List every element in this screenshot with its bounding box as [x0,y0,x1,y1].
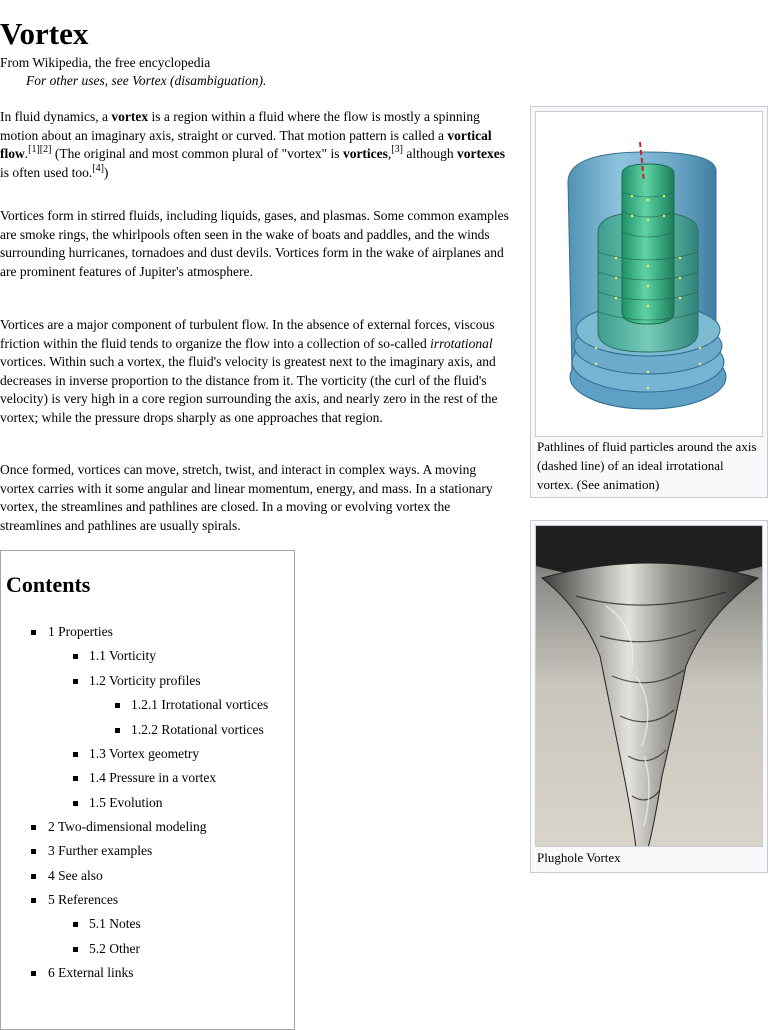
toc-bullet [31,874,36,879]
toc-bullet [31,630,36,635]
toc-item-evolution[interactable]: 1.5 Evolution [89,795,163,810]
citation-link-4[interactable]: [4] [92,162,104,174]
toc-bullet [73,752,78,757]
citation-link-3[interactable]: [3] [391,144,403,155]
toc-bullet [115,728,120,733]
toc-item-external-links[interactable]: 6 External links [48,965,134,980]
term-vortexes: vortexes [456,146,505,161]
toc-bullet [31,849,36,854]
toc-bullet [73,801,78,806]
term-vortices: vortices [342,146,388,161]
toc-item-vortex-geometry[interactable]: 1.3 Vortex geometry [89,746,200,761]
toc-item-notes[interactable]: 5.1 Notes [89,916,141,931]
turbulence-paragraph: Vortices are a major component of turbulent flow. In the absence of external forces, viscous friction within the fluid tends to organize the flow into a collection of so-called irrotational vortices. Within such a vortex, the fluid's velocity is greatest next to the imaginary axis, and decreases in inverse proportion to the distance from it. The vorticity (the curl of the fluid's velocity) is very high in a core region surrounding the axis, and nearly zero in the rest of the vortex; while the pressure drops sharply as one approaches that region. [0,317,498,425]
toc-item-vorticity-profiles[interactable]: 1.2 Vorticity profiles [89,673,201,688]
toc-bullet [31,825,36,830]
toc-item-rotational-vortices[interactable]: 1.2.2 Rotational vortices [131,722,264,737]
site-tagline: From Wikipedia, the free encyclopedia [0,55,211,70]
figure-caption-pathlines: Pathlines of fluid particles around the axis (dashed line) of an ideal irrotational vortex. (See animation) [537,439,757,492]
toc-bullet [73,776,78,781]
toc-item-references[interactable]: 5 References [48,892,119,907]
citation-link-2[interactable]: [2] [39,144,52,155]
intro-paragraph: In fluid dynamics, a vortex is a region within a fluid where the flow is mostly a spinning motion about an imaginary axis, straight or curved. That motion pattern is called a vortical flow.[1][2] (The original and most common plural of "vortex" is vortices,[3] although vortexes is often used too.[4]) [0,109,505,180]
toc-bullet [115,703,120,708]
toc-item-vorticity[interactable]: 1.1 Vorticity [89,648,157,663]
disambiguation-hatnote[interactable]: For other uses, see Vortex (disambiguation). [26,73,267,88]
toc-item-further-examples[interactable]: 3 Further examples [48,843,153,858]
term-vortex: vortex [111,109,149,124]
table-of-contents [0,550,295,1030]
vortex-pathlines-image[interactable] [535,111,763,437]
toc-bullet [31,971,36,976]
toc-bullet [73,947,78,952]
toc-item-other[interactable]: 5.2 Other [89,941,140,956]
figure-vortex-pathlines [530,106,768,498]
term-vortical-flow: vortical flow [0,127,492,161]
toc-bullet [73,922,78,927]
citation-link-1[interactable]: [1] [28,144,40,155]
toc-item-see-also[interactable]: 4 See also [48,868,103,883]
toc-item-irrotational-vortices[interactable]: 1.2.1 Irrotational vortices [131,697,269,712]
page-title: Vortex [0,16,89,51]
toc-bullet [73,679,78,684]
dynamics-paragraph: Once formed, vortices can move, stretch, twist, and interact in complex ways. A moving vortex carries with it some angular and linear momentum, energy, and mass. In a stationary vortex, the streamlines and pathlines are closed. In a moving or evolving vortex the streamlines and pathlines are usually spirals. [0,462,493,533]
toc-bullet [31,898,36,903]
examples-paragraph: Vortices form in stirred fluids, including liquids, gases, and plasmas. Some common examples are smoke rings, the whirlpools often seen in the wake of boats and paddles, and the winds surrounding hurricanes, tornadoes and dust devils. Vortices form in the wake of airplanes and are prominent features of Jupiter's atmosphere. [0,208,509,279]
toc-title: Contents [6,572,91,597]
plughole-vortex-image[interactable] [535,525,763,847]
figure-plughole-vortex [530,520,768,873]
term-irrotational: irrotational [430,335,493,351]
toc-bullet [73,654,78,659]
toc-item-properties[interactable]: 1 Properties [48,624,113,639]
figure-caption-plughole: Plughole Vortex [537,850,621,865]
toc-item-two-dimensional-modeling[interactable]: 2 Two-dimensional modeling [48,819,207,834]
toc-item-pressure[interactable]: 1.4 Pressure in a vortex [89,770,217,785]
